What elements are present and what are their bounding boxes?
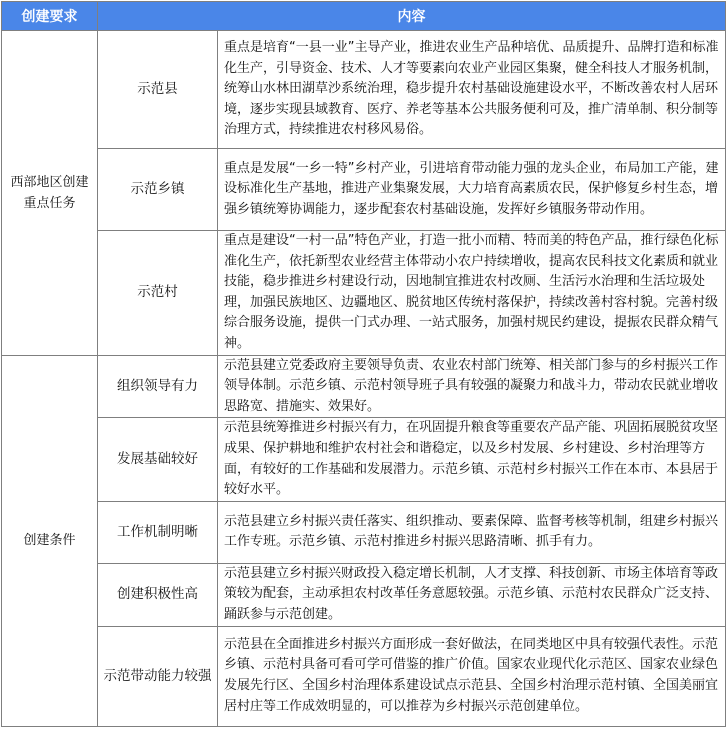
table-row <box>2 355 726 418</box>
header-row <box>2 2 726 31</box>
row-content-demonstration: 示范县在全面推进乡村振兴方面形成一套好做法，在同类地区中具有较强代表性。示范乡镇、示范村具备可看可学可借鉴的推广价值。国家农业现代化示范区、国家农业绿色发展先行区、全国乡村治理体系建设试点示范县、全国乡村治理示范村镇、全国美丽宜居村庄等工作成效明显的，可以推荐为乡村振兴示范创建单位。 <box>218 626 726 726</box>
row-content-leadership: 示范县建立党委政府主要领导负责、农业农村部门统筹、相关部门参与的乡村振兴工作领导体制。示范乡镇、示范村领导班子具有较强的凝聚力和战斗力，带动农民就业增收思路宽、措施实、效果好。 <box>218 355 726 418</box>
row-content-foundation: 示范县统筹推进乡村振兴有力，在巩固提升粮食等重要农产品产能、巩固拓展脱贫攻坚成果、保护耕地和维护农村社会和谐稳定，以及乡村发展、乡村建设、乡村治理等方面，有较好的工作基础和发展潜力。示范乡镇、示范村乡村振兴工作在本市、本县居于较好水平。 <box>218 418 726 501</box>
row-label-mechanism: 工作机制明晰 <box>98 501 218 563</box>
group-label-conditions: 创建条件 <box>2 355 98 726</box>
row-label-model-county: 示范县 <box>98 31 218 149</box>
table-row <box>2 501 726 563</box>
table-row <box>2 563 726 626</box>
row-content-model-village: 重点是建设“一村一品”特色产业，打造一批小而精、特而美的特色产品，推行绿色化标准化生产，依托新型农业经营主体带动小农户持续增收，提高农民科技文化素质和就业技能，稳步推进乡村建设行动，因地制宜推进农村改厕、生活污水治理和生活垃圾处理，加强民族地区、边疆地区、脱贫地区传统村落保护，持续改善村容村貌。完善村级综合服务设施，提供一门式办理、一站式服务，加强村规民约建设，提振农民群众精气神。 <box>218 231 726 356</box>
row-content-model-county: 重点是培育“一县一业”主导产业，推进农业生产品种培优、品质提升、品牌打造和标准化生产，引导资金、技术、人才等要素向农业产业园区集聚，健全科技人才服务机制，统筹山水林田湖草沙系统治理，稳步提升农村基础设施建设水平，不断改善农村人居环境，逐步实现县域教育、医疗、养老等基本公共服务便利可及，推广清单制、积分制等治理方式，持续推进农村移风易俗。 <box>218 31 726 149</box>
header-requirement: 创建要求 <box>2 2 98 31</box>
row-content-enthusiasm: 示范县建立乡村振兴财政投入稳定增长机制，人才支撑、科技创新、市场主体培育等政策较为配套，主动承担农村改革任务意愿较强。示范乡镇、示范村农民群众广泛支持、踊跃参与示范创建。 <box>218 563 726 626</box>
row-label-foundation: 发展基础较好 <box>98 418 218 501</box>
group-label-western-tasks: 西部地区创建重点任务 <box>2 31 98 356</box>
row-label-model-town: 示范乡镇 <box>98 149 218 231</box>
row-label-model-village: 示范村 <box>98 231 218 356</box>
table-row <box>2 418 726 501</box>
row-label-demonstration: 示范带动能力较强 <box>98 626 218 726</box>
requirements-table <box>1 1 726 727</box>
row-label-enthusiasm: 创建积极性高 <box>98 563 218 626</box>
row-label-leadership: 组织领导有力 <box>98 355 218 418</box>
row-content-model-town: 重点是发展“一乡一特”乡村产业，引进培育带动能力强的龙头企业，布局加工产能，建设标准化生产基地，推进产业集聚发展，大力培育高素质农民，保护修复乡村生态，增强乡镇统筹协调能力，逐步配套农村基础设施，发挥好乡镇服务带动作用。 <box>218 149 726 231</box>
table-row <box>2 231 726 356</box>
header-content: 内容 <box>98 2 726 31</box>
table-row <box>2 31 726 149</box>
table-row <box>2 149 726 231</box>
table-row <box>2 626 726 726</box>
row-content-mechanism: 示范县建立乡村振兴责任落实、组织推动、要素保障、监督考核等机制，组建乡村振兴工作专班。示范乡镇、示范村推进乡村振兴思路清晰、抓手有力。 <box>218 501 726 563</box>
